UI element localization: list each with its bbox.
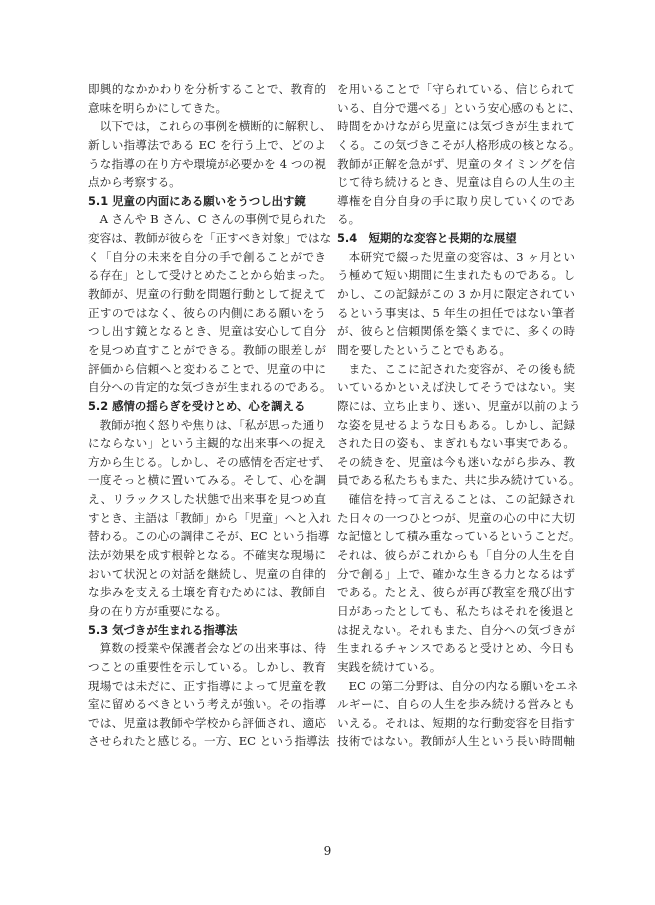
text-line: な姿を見せるような日もある。しかし、記録 xyxy=(337,417,575,432)
text-line: 正すのではなく、彼らの内側にある願いをう xyxy=(88,305,326,320)
text-line: は捉えない。それもまた、自分への気づきが xyxy=(337,622,575,637)
text-line: EC の第二分野は、自分の内なる願いをエネ xyxy=(348,678,579,693)
text-line: 即興的なかかわりを分析することで、教育的 xyxy=(88,82,326,96)
text-line: いる、自分で選べる」という安心感のもとに、 xyxy=(337,100,581,115)
text-line: 法が効果を成す根幹となる。不確実な現場に xyxy=(88,548,326,563)
text-line: た日々の一つひとつが、児童の心の中に大切 xyxy=(337,510,575,525)
text-line: A さんや B さん、C さんの事例で見られた xyxy=(99,212,327,227)
text-line: 現場では未だに、正す指導によって児童を教 xyxy=(88,678,326,693)
text-line: その続きを、児童は今も迷いながら歩み、教 xyxy=(337,454,575,469)
text-line: 生まれるチャンスであると受けとめ、今日も xyxy=(337,641,575,656)
text-line: な歩みを支える土壌を育むためには、教師自 xyxy=(88,585,326,600)
text-line: 一度そっと横に置いてみる。そして、心を調 xyxy=(88,473,326,488)
text-line: 員である私たちもまた、共に歩み続けている。 xyxy=(337,473,581,488)
text-line: 確信を持って言えることは、この記録され xyxy=(348,492,575,507)
text-line: 以下では，これらの事例を横断的に解釈し、 xyxy=(99,119,332,134)
text-line: 点から考察する。 xyxy=(88,175,181,190)
left-column xyxy=(88,80,332,751)
section-heading: 5.4 短期的な変容と長期的な展望 xyxy=(337,231,517,246)
text-line: 替わる。この心の調律こそが、EC という指導 xyxy=(88,529,330,544)
text-line: 分で創る」上で、確かな生きる力となるはず xyxy=(337,566,575,581)
text-line: かし、この記録がこの 3 か月に限定されてい xyxy=(337,287,575,302)
text-line: にならない」という主観的な出来事への捉え xyxy=(88,436,326,451)
text-line: 自分への肯定的な気づきが生まれるのである。 xyxy=(88,380,332,395)
text-line: じて待ち続けるとき、児童は自らの人生の主 xyxy=(337,175,575,190)
section-heading: 5.3 気づきが生まれる指導法 xyxy=(88,622,238,637)
text-line: くる。この気づきこそが人格形成の核となる。 xyxy=(337,137,581,152)
text-line: 評価から信頼へと変わることで、児童の中に xyxy=(88,361,326,376)
text-line: く「自分の未来を自分の手で創ることができ xyxy=(88,249,326,264)
text-line: ルギーに、自らの人生を歩み続ける営みとも xyxy=(337,697,575,712)
text-line: 教師が正解を急がず、児童のタイミングを信 xyxy=(337,156,575,171)
text-line: それは、彼らがこれからも「自分の人生を自 xyxy=(337,548,575,563)
text-line: すとき、主語は「教師」から「児童」へと入れ xyxy=(88,510,332,525)
text-line: る存在」として受けとめたことから始まった。 xyxy=(88,268,332,283)
text-line: である。たとえ、彼らが再び教室を飛び出す xyxy=(337,585,575,600)
text-line: うな指導の在り方や環境が必要かを 4 つの視 xyxy=(88,156,326,171)
text-line: が、彼らと信頼関係を築くまでに、多くの時 xyxy=(337,324,575,339)
text-line: 算数の授業や保護者会などの出来事は、待 xyxy=(99,641,326,656)
text-line: るという事実は、5 年生の担任ではない筆者 xyxy=(337,305,575,320)
text-line: 時間をかけながら児童には気づきが生まれて xyxy=(337,119,575,134)
text-line: 際には、立ち止まり、迷い、児童が以前のよう xyxy=(337,398,581,413)
text-line: させられたと感じる。一方、EC という指導法 xyxy=(88,734,330,749)
text-line: る。 xyxy=(337,212,361,227)
text-line: 教師が、児童の行動を問題行動として捉えて xyxy=(88,287,326,302)
text-line: を用いることで「守られている、信じられて xyxy=(337,82,575,96)
text-line: 新しい指導法である EC を行う上で、どのよ xyxy=(88,137,326,152)
text-line: いているかといえば決してそうではない。実 xyxy=(337,380,575,395)
text-line: 変容は、教師が彼らを「正すべき対象」ではな xyxy=(88,231,332,246)
section-heading: 5.2 感情の揺らぎを受けとめ、心を調える xyxy=(88,398,306,413)
text-line: された日の姿も、まぎれもない事実である。 xyxy=(337,436,575,451)
page-number: 9 xyxy=(323,844,332,858)
text-line: では、児童は教師や学校から評価され、適応 xyxy=(88,715,326,730)
text-line: 日があったとしても、私たちはそれを後退と xyxy=(337,603,575,618)
text-line: 身の在り方が重要になる。 xyxy=(88,603,228,618)
text-line: を見つめ直すことができる。教師の眼差しが xyxy=(88,342,326,357)
text-line: 間を要したということでもある。 xyxy=(337,342,511,357)
text-line: 本研究で綴った児童の変容は、3 ヶ月とい xyxy=(348,249,575,264)
text-line: 技術ではない。教師が人生という長い時間軸 xyxy=(337,734,575,749)
text-line: つし出す鏡となるとき、児童は安心して自分 xyxy=(88,324,326,339)
text-line: 意味を明らかにしてきた。 xyxy=(88,100,228,115)
text-line: また、ここに記された変容が、その後も続 xyxy=(348,361,575,376)
section-heading: 5.1 児童の内面にある願いをうつし出す鏡 xyxy=(88,193,306,208)
text-line: 方から生じる。しかし、その感情を否定せず、 xyxy=(88,454,331,469)
text-line: いえる。それは、短期的な行動変容を目指す xyxy=(337,715,575,730)
text-line: 導権を自分自身の手に取り戻していくのであ xyxy=(337,193,575,208)
text-line: 実践を続けている。 xyxy=(337,659,442,674)
text-line: え、リラックスした状態で出来事を見つめ直 xyxy=(88,492,326,507)
text-line: 教師が抱く怒りや焦りは、「私が思った通り xyxy=(99,417,326,432)
text-line: つことの重要性を示している。しかし、教育 xyxy=(88,659,326,674)
text-line: う極めて短い期間に生まれたものである。し xyxy=(337,268,575,283)
text-line: な記憶として積み重なっているということだ。 xyxy=(337,529,581,544)
text-line: 室に留めるべきという考えが強い。その指導 xyxy=(88,697,326,712)
right-column xyxy=(337,80,581,751)
text-line: おいて状況との対話を継続し、児童の自律的 xyxy=(88,566,326,581)
